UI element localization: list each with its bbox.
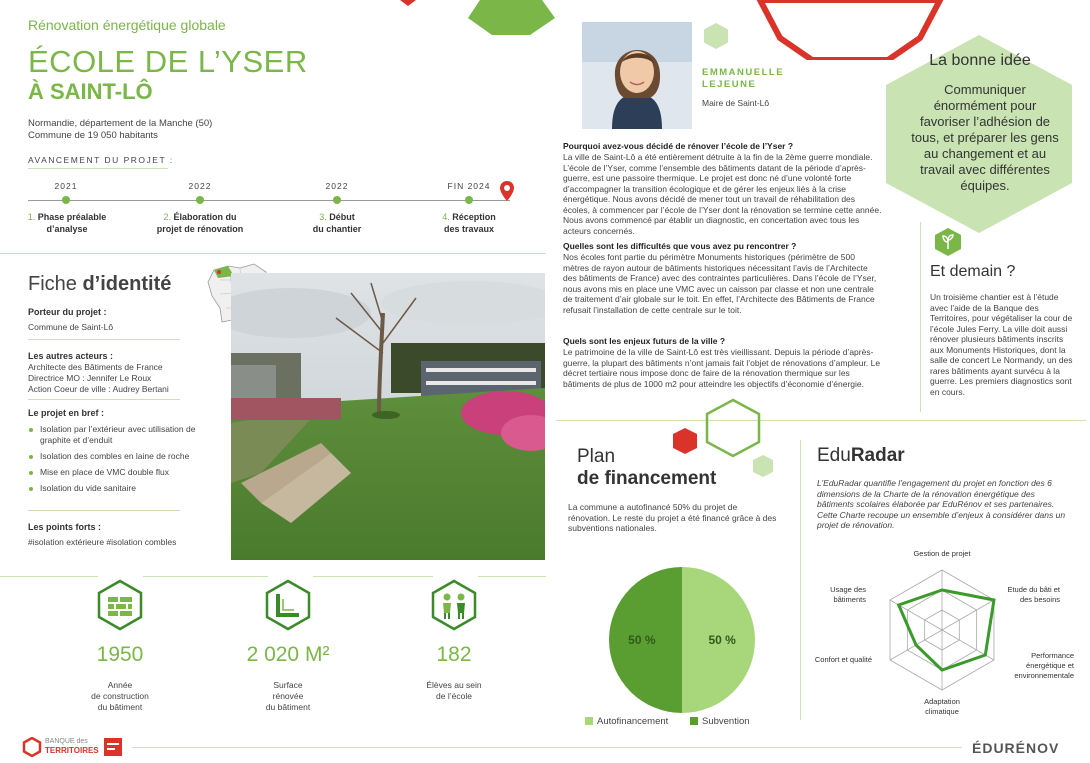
stat-value: 1950 [96,643,144,666]
timeline-dot [196,196,204,204]
radar-series [899,590,994,670]
stat-label: Élèves au sein de l’école [426,680,482,701]
timeline-line [28,200,510,201]
radar-axis-label: Usage des [830,585,866,594]
radar-axis-label: des besoins [1019,595,1060,604]
mayor-role: Maire de Saint-Lô [702,98,770,108]
divider [143,576,268,577]
bonne-idee-title: La bonne idée [929,52,1031,69]
eduradar-title: EduRadar [817,445,905,466]
decorative-hexagon [702,22,730,50]
divider [28,510,180,511]
floor-area-icon [262,579,314,631]
bdt-logo-text: BANQUE des [45,738,88,745]
timeline-dot [62,196,70,204]
stat-value: 182 [436,643,472,666]
fiche-title: Fiche d’identité [28,273,172,295]
location-text: Normandie, département de la Manche (50) [28,118,213,129]
stat-value: 2 020 M² [246,643,330,666]
pupils-icon [428,579,480,631]
divider [28,339,180,340]
radar-axis-label: Performance [1031,651,1074,660]
timeline-step-3: 3. Début du chantier [312,212,362,234]
acteur-item: Directrice MO : Jennifer Le Roux [28,373,152,383]
radar-axis [942,600,994,630]
progress-label: AVANCEMENT DU PROJET : [28,155,174,165]
financement-title-line2: de financement [577,468,717,489]
acteurs-label: Les autres acteurs : [28,351,114,361]
bref-list [28,424,208,499]
mayor-last-name: LEJEUNE [702,79,757,90]
school-photo [231,273,545,560]
acteur-item: Action Coeur de ville : Audrey Bertani [28,384,169,394]
pie-data-label: 50 % [708,633,736,647]
timeline-year: 2021 [54,181,78,191]
population-text: Commune de 19 050 habitants [28,130,158,141]
divider [920,222,921,412]
location-pin-icon [499,180,515,202]
radar-axis-label: Adaptation [924,697,960,706]
demain-title: Et demain ? [930,263,1016,280]
interview-question: Pourquoi avez-vous décidé de rénover l’école de l’Yser ? [563,141,794,151]
interview-answer: La ville de Saint-Lô a été entièrement détruite à la fin de la 2ème guerre mondiale. L’école de l’Yser, comme l’ensemble des bâtiments datant de la période d’après-guerre, est une passoire thermique. Le projet est donc né d’une volonté forte d’accompagner la transition écologique et de gérer les enjeux liés à la crise énergétique. Nous avons décidé de mener tout un travail de réhabilitation des écoles, à commencer par l’école de l’Yser dont la rénovation se termine cette année. Nous avons commencé par établir un diagnostic, en concertation avec tous les acteurs concernés. [563,152,882,236]
mayor-first-name: EMMANUELLE [702,67,785,78]
interview-question: Quelles sont les difficultés que vous avez pu rencontrer ? [563,241,797,251]
legend-item-subvention: Subvention [690,716,750,727]
stat-label: Surface rénovée du bâtiment [265,680,311,712]
timeline-year: FIN 2024 [447,181,491,191]
timeline-step-2: 2. Élaboration du projet de rénovation [156,212,244,234]
timeline-step-4: 4. Réception des travaux [442,212,496,234]
divider [0,576,98,577]
bonne-idee-text: Communiquer énormément pour favoriser l’adhésion de tous, et préparer les gens au changement et au travail avec différentes équipes. [911,82,1059,193]
radar-axis-label: environnementale [1014,671,1074,680]
legend-item-autofinancement: Autofinancement [585,716,668,727]
list-item: Isolation des combles en laine de roche [28,451,208,462]
pie-data-label: 50 % [628,633,656,647]
financement-pie-chart [607,565,757,715]
timeline-year: 2022 [325,181,349,191]
forts-value: #isolation extérieure #isolation combles [28,537,177,547]
eduradar-text: L’EduRadar quantifie l’engagement du projet en fonction des 6 dimensions de la Charte de la rénovation énergétique des bâtiments scolaires élaborée par EduRénov et ses partenaires. Cette Charte recoupe un ensemble d’enjeux à considérer dans un projet de rénovation. [817,478,1066,530]
financement-title-line1: Plan [577,446,616,467]
interview-answer: Le patrimoine de la ville de Saint-Lô est très vieillissant. Depuis la période d’après-guerre, la plupart des bâtiments n’ont jamais fait l’objet de rénovations d’ampleur. Le décret tertiaire nous impose donc de faire de la rénovation thermique sur les bâtiments de plus de 1000 m2 pour atteindre les objectifs d’économie d’énergie. [563,347,881,389]
stat-label: Année de construction du bâtiment [91,680,149,712]
edurenov-logo: ÉDURÉNOV [972,740,1060,756]
timeline-step-1: 1. Phase préalable d’analyse [27,212,107,234]
timeline-dot [333,196,341,204]
radar-axis-label: Gestion de projet [913,549,971,558]
supertitle: Rénovation énergétique globale [28,17,226,33]
porteur-value: Commune de Saint-Lô [28,322,114,332]
caisse-depots-logo [104,738,122,756]
divider [0,253,546,254]
list-item: Isolation par l’extérieur avec utilisation de graphite et d’enduit [28,424,208,446]
financement-text: La commune a autofinancé 50% du projet de rénovation. Le reste du projet a été financé grâce à des subventions nationales. [568,502,777,533]
timeline-dot [465,196,473,204]
radar-axis-label: climatique [925,707,959,716]
interview-question: Quels sont les enjeux futurs de la ville ? [563,336,726,346]
page-title: ÉCOLE DE L’YSER [28,44,308,79]
divider [478,576,546,577]
building-bricks-icon [94,579,146,631]
divider [556,420,1086,421]
radar-axis-label: Etude du bâti et [1007,585,1060,594]
divider [313,576,433,577]
list-item: Mise en place de VMC double flux [28,467,208,478]
radar-axis-label: Confort et qualité [814,655,872,664]
timeline-year: 2022 [188,181,212,191]
sprout-icon [933,227,963,257]
banque-des-territoires-logo [22,737,42,757]
decorative-hexagons-middle [665,398,775,478]
divider [28,399,180,400]
forts-label: Les points forts : [28,522,102,532]
legend-swatch [585,717,593,725]
acteur-item: Architecte des Bâtiments de France [28,362,163,372]
interview-answer: Nos écoles font partie du périmètre Monuments historiques (périmètre de 500 mètres de rayon autour de bâtiments historiques nécessitant l’avis de l’Architecte des bâtiments de France) avec des contraintes particulières. Dans l’école de l’Yser, nous avons mis en place une VMC avec un caisson par classe et non une centrale de traitement d’air globale sur le toit. En effet, l’Architecte des Bâtiments de France refusait l’installation de cette centrale sur le toit. [563,252,877,315]
list-item: Isolation du vide sanitaire [28,483,208,494]
divider [28,168,168,169]
page-subtitle: À SAINT-LÔ [28,79,153,104]
demain-text: Un troisième chantier est à l’étude avec l’aide de la Banque des Territoires, pour végétaliser la cour de l’école Jules Ferry. La ville doit aussi rénover plusieurs bâtiments inscrits aux Monuments Historiques, dont la salle de concert Le Normandy, un des rares bâtiments ayant survécu à la guerre. Les premiers diagnostics sont en cours. [930,292,1073,397]
radar-axis-label: bâtiments [833,595,866,604]
footer-divider [132,747,962,748]
porteur-label: Porteur du projet : [28,307,107,317]
radar-axis-label: énergétique et [1026,661,1074,670]
mayor-portrait [582,22,692,129]
eduradar-radar-chart [800,540,1090,730]
bref-label: Le projet en bref : [28,408,105,418]
bdt-logo-text: TERRITOIRES [45,746,99,755]
legend-swatch [690,717,698,725]
